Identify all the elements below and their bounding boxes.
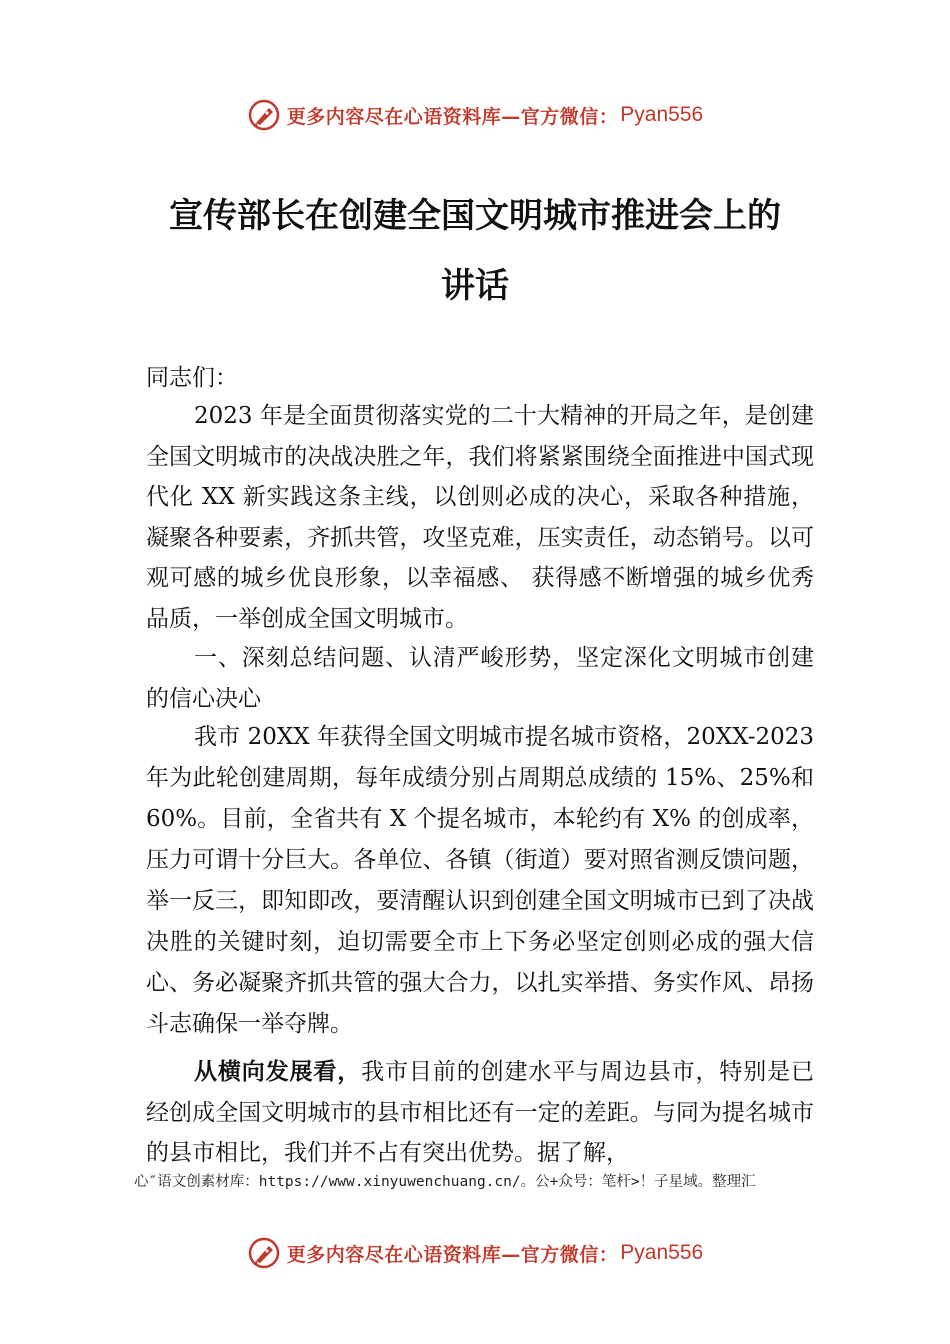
paragraph-3-lead: 从横向发展看， <box>194 1059 362 1085</box>
paragraph-3 <box>146 1052 814 1174</box>
banner-text: 更多内容尽在心语资料库—官方微信： <box>286 105 619 128</box>
salutation: 同志们： <box>146 365 238 391</box>
document-title-line-1: 宣传部长在创建全国文明城市推进会上的 <box>169 196 781 236</box>
source-note: 心″语文创素材库：https://www.xinyuwenchuang.cn/。公+众号：笔杆>！子星域。整理汇 <box>134 1174 756 1190</box>
paragraph-1: 2023 年是全面贯彻落实党的二十大精神的开局之年，是创建全国文明城市的决战决胜之年，我们将紧紧围绕全面推进中国式现代化 XX 新实践这条主线，以创则必成的决心，采取各种措施，凝聚各种要素，齐抓共管，攻坚克难，压实责任，动态销号。以可观可感的城乡优良形象，以幸福感、 获得感不断增强的城乡优秀品质，一举创成全国文明城市。 <box>146 403 814 632</box>
banner-account: Pyan556 <box>620 103 704 126</box>
paragraph-2: 我市 20XX 年获得全国文明城市提名城市资格，20XX-2023 年为此轮创建周期，每年成绩分别占周期总成绩的 15%、25%和 60%。目前，全省共有 X 个提名城市，本轮约有 X% 的创成率，压力可谓十分巨大。各单位、各镇（街道）要对照省测反馈问题，举一反三，即知即改，要清醒认识到创建全国文明城市已到了决战决胜的关键时刻，迫切需要全市上下务必坚定创则必成的强大信心、务必凝聚齐抓共管的强大合力，以扎实举措、务实作风、昂扬斗志确保一举夺牌。 <box>146 724 814 1037</box>
section-heading-1: 一、深刻总结问题、认清严峻形势，坚定深化文明城市创建的信心决心 <box>146 645 814 712</box>
pen-nib-logo-icon <box>247 98 281 132</box>
document-title-line-2: 讲话 <box>441 266 509 306</box>
paragraph-3-text: 我市目前的创建水平与周边县市，特别是已经创成全国文明城市的县市相比还有一定的差距。与同为提名城市的县市相比，我们并不占有突出优势。据了解， <box>146 1059 815 1166</box>
pen-nib-logo-icon <box>247 1236 281 1270</box>
banner-text: 更多内容尽在心语资料库—官方微信： <box>286 1243 619 1266</box>
header-banner <box>0 93 950 137</box>
banner-account: Pyan556 <box>620 1241 704 1264</box>
footer-banner <box>0 1231 950 1275</box>
